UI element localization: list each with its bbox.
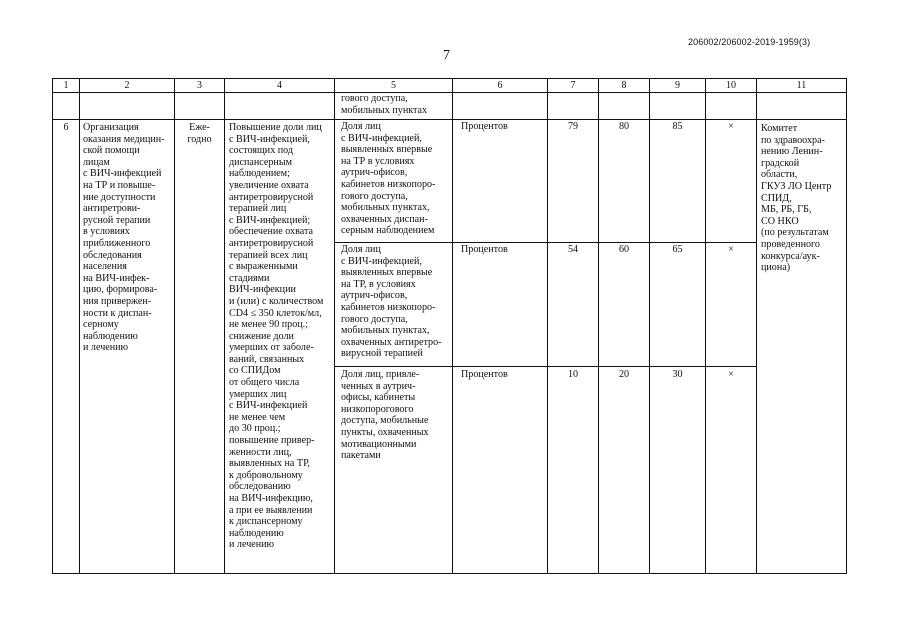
indicator-value-7: 79 bbox=[548, 120, 599, 243]
activity-cell: Организация оказания медицин- ской помощи лицам с ВИЧ-инфекцией на ТР и повыше- ние доступности антиретрови- русной терапии в условиях приближенного обследования населения на ВИЧ-инфек- цию, формирова- ния привержен- ности к диспан- серному наблюдению и лечению bbox=[80, 120, 175, 574]
header-cell: 10 bbox=[706, 79, 757, 93]
header-cell: 3 bbox=[175, 79, 225, 93]
row-number: 6 bbox=[53, 120, 80, 574]
empty-cell bbox=[53, 93, 80, 120]
indicator-row bbox=[53, 120, 847, 243]
indicator-name: Доля лиц с ВИЧ-инфекцией, выявленных впервые на ТР, в условиях аутрич-офисов, кабинетов низкопоро- гового доступа, мобильных пунктах, охваченных антиретро- вирусной терапией bbox=[335, 243, 453, 367]
header-cell: 2 bbox=[80, 79, 175, 93]
empty-cell bbox=[175, 93, 225, 120]
header-cell: 7 bbox=[548, 79, 599, 93]
indicator-value-7: 54 bbox=[548, 243, 599, 367]
header-cell: 9 bbox=[650, 79, 706, 93]
header-cell: 8 bbox=[599, 79, 650, 93]
indicator-value-10: × bbox=[706, 120, 757, 243]
indicator-value-8: 60 bbox=[599, 243, 650, 367]
page-number: 7 bbox=[443, 48, 450, 63]
indicator-value-8: 80 bbox=[599, 120, 650, 243]
empty-cell bbox=[453, 93, 548, 120]
executor-cell: Комитет по здравоохра- нению Ленин- градской области, ГКУЗ ЛО Центр СПИД, МБ, РБ, ГБ, СО НКО (по результатам проведенного конкурса/аук- циона) bbox=[757, 120, 847, 574]
empty-cell bbox=[599, 93, 650, 120]
empty-cell bbox=[80, 93, 175, 120]
expected-result-cell: Повышение доли лиц с ВИЧ-инфекцией, состоящих под диспансерным наблюдением; увеличение охвата антиретровирусной терапией лиц с ВИЧ-инфекцией; обеспечение охвата антиретровирусной терапией всех лиц с выраженными стадиями ВИЧ-инфекции и (или) с количеством CD4 ≤ 350 клеток/мл, не менее 90 проц.; снижение доли умерших от заболе- ваний, связанных со СПИДом от общего числа умерших лиц с ВИЧ-инфекцией не менее чем до 30 проц.; повышение привер- женности лиц, выявленных на ТР, к добровольному обследованию на ВИЧ-инфекцию, а при ее выявлении к диспансерному наблюдению и лечению bbox=[225, 120, 335, 574]
empty-cell bbox=[706, 93, 757, 120]
empty-cell bbox=[757, 93, 847, 120]
empty-cell bbox=[548, 93, 599, 120]
continuation-row bbox=[53, 93, 847, 120]
indicator-name: Доля лиц, привле- ченных в аутрич- офисы, кабинеты низкопорогового доступа, мобильные пункты, охваченных мотивационными пакетами bbox=[335, 367, 453, 574]
header-cell: 4 bbox=[225, 79, 335, 93]
indicator-unit: Процентов bbox=[453, 120, 548, 243]
header-cell: 5 bbox=[335, 79, 453, 93]
indicator-value-9: 30 bbox=[650, 367, 706, 574]
indicator-value-9: 85 bbox=[650, 120, 706, 243]
continuation-indicator-text: гового доступа, мобильных пунктах bbox=[335, 93, 453, 120]
program-table bbox=[52, 78, 847, 574]
indicator-value-10: × bbox=[706, 367, 757, 574]
header-cell: 6 bbox=[453, 79, 548, 93]
document-id: 206002/206002-2019-1959(3) bbox=[688, 37, 811, 47]
empty-cell bbox=[650, 93, 706, 120]
indicator-value-9: 65 bbox=[650, 243, 706, 367]
indicator-value-8: 20 bbox=[599, 367, 650, 574]
empty-cell bbox=[225, 93, 335, 120]
indicator-unit: Процентов bbox=[453, 243, 548, 367]
header-cell: 1 bbox=[53, 79, 80, 93]
indicator-name: Доля лиц с ВИЧ-инфекцией, выявленных впервые на ТР в условиях аутрич-офисов, кабинетов низкопоро- гового доступа, мобильных пунктах, охваченных диспан- серным наблюдением bbox=[335, 120, 453, 243]
period-cell: Еже- годно bbox=[175, 120, 225, 574]
header-row bbox=[53, 79, 847, 93]
header-cell: 11 bbox=[757, 79, 847, 93]
indicator-value-7: 10 bbox=[548, 367, 599, 574]
indicator-unit: Процентов bbox=[453, 367, 548, 574]
indicator-value-10: × bbox=[706, 243, 757, 367]
